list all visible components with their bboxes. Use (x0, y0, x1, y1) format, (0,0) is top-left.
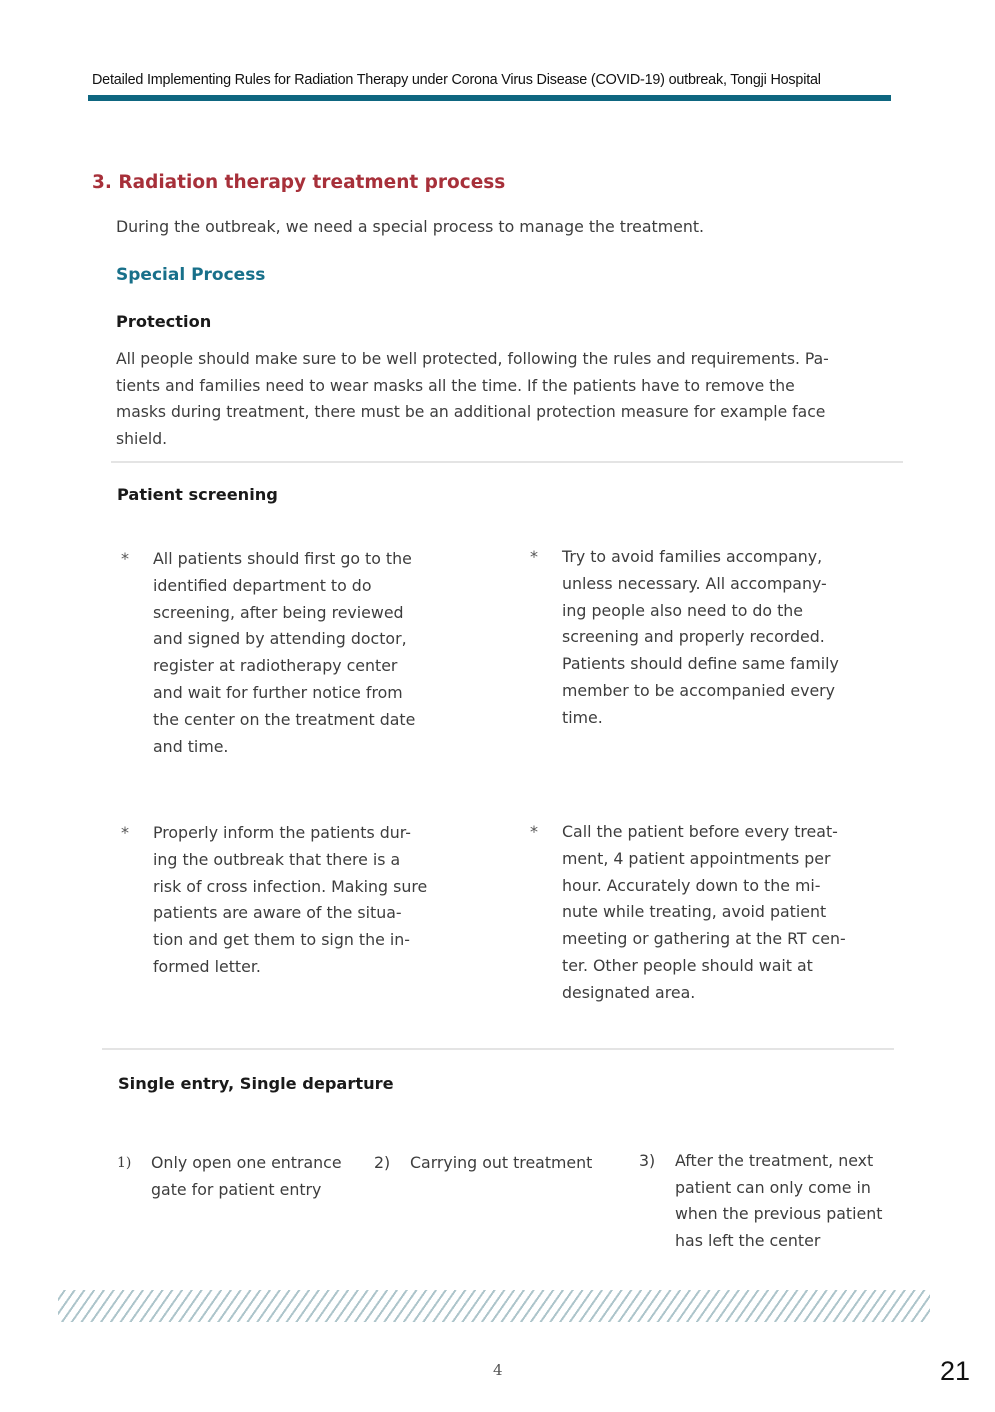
step-line: gate for patient entry (151, 1179, 322, 1199)
bullet-line: ing the outbreak that there is a (153, 849, 401, 869)
paragraph-line: shield. (116, 430, 168, 449)
bullet-line: and signed by attending doctor, (153, 629, 407, 649)
bullet-line: Patients should define same family (562, 654, 839, 674)
bullet-line: and wait for further notice from (153, 682, 403, 702)
bullet-line: ing people also need to do the (562, 600, 804, 620)
section-intro: During the outbreak, we need a special process to manage the treatment. (116, 217, 705, 236)
screening-bullet (121, 546, 481, 766)
step-number: 2) (374, 1153, 391, 1172)
bullet-line: ter. Other people should wait at (562, 955, 813, 975)
header-rule (88, 95, 891, 101)
bullet-line: unless necessary. All accompany- (562, 573, 827, 593)
step-line: patient can only come in (675, 1177, 871, 1197)
asterisk-bullet-icon: * (121, 549, 129, 568)
bullet-line: tion and get them to sign the in- (153, 930, 410, 950)
asterisk-bullet-icon: * (121, 823, 129, 842)
step-line: After the treatment, next (675, 1151, 874, 1170)
step-line: when the previous patient (675, 1204, 883, 1223)
bullet-line: designated area. (562, 982, 696, 1002)
running-header: Detailed Implementing Rules for Radiation Therapy under Corona Virus Disease (COVID-19) outbreak, Tongji Hospital (92, 72, 821, 88)
protection-paragraph (116, 346, 906, 453)
asterisk-bullet-icon: * (530, 547, 538, 566)
step-number: 3) (639, 1151, 656, 1170)
process-step (639, 1148, 909, 1258)
bullet-line: hour. Accurately down to the mi- (562, 875, 821, 895)
step-line: Only open one entrance (151, 1153, 342, 1172)
bullet-line: register at radiotherapy center (153, 656, 398, 676)
asterisk-bullet-icon: * (530, 822, 538, 841)
screening-bullet (530, 819, 900, 1019)
paragraph-line: masks during treatment, there must be an additional protection measure for example face (116, 403, 826, 422)
bullet-line: patients are aware of the situa- (153, 903, 402, 923)
bullet-line: and time. (153, 736, 229, 756)
page-number-global: 21 (940, 1356, 971, 1386)
screening-bullet (121, 820, 481, 990)
bullet-line: Call the patient before every treat- (562, 822, 838, 841)
bullet-line: risk of cross infection. Making sure (153, 876, 428, 896)
section-divider (102, 1048, 894, 1050)
bullet-line: Try to avoid families accompany, (562, 547, 823, 566)
bullet-line: member to be accompanied every (562, 680, 836, 700)
paragraph-line: tients and families need to wear masks all the time. If the patients have to remove the (116, 376, 795, 395)
single-entry-title: Single entry, Single departure (118, 1074, 394, 1093)
step-line: has left the center (675, 1230, 821, 1250)
bullet-line: screening and properly recorded. (562, 627, 825, 647)
bullet-line: nute while treating, avoid patient (562, 902, 827, 922)
bullet-line: Properly inform the patients dur- (153, 823, 411, 842)
section-title: 3. Radiation therapy treatment process (92, 172, 506, 193)
subsection-title: Special Process (116, 265, 266, 285)
screening-bullet (530, 544, 900, 744)
bullet-line: formed letter. (153, 956, 261, 976)
bullet-line: the center on the treatment date (153, 709, 416, 729)
process-step (374, 1150, 614, 1180)
bullet-line: identified department to do (153, 575, 372, 595)
bullet-line: meeting or gathering at the RT cen- (562, 929, 846, 949)
bullet-line: time. (562, 707, 603, 727)
process-step (117, 1150, 367, 1210)
page-number-local: 4 (493, 1361, 503, 1379)
paragraph-line: All people should make sure to be well protected, following the rules and requirements. Pa- (116, 350, 829, 368)
bullet-line: All patients should first go to the (153, 549, 412, 568)
screening-title: Patient screening (117, 485, 278, 504)
bullet-line: screening, after being reviewed (153, 602, 404, 622)
bullet-line: ment, 4 patient appointments per (562, 848, 831, 868)
step-line: Carrying out treatment (410, 1153, 593, 1172)
protection-title: Protection (116, 312, 212, 331)
decorative-hatch-band (58, 1290, 930, 1322)
section-divider (111, 461, 903, 463)
step-number: 1) (117, 1155, 132, 1171)
